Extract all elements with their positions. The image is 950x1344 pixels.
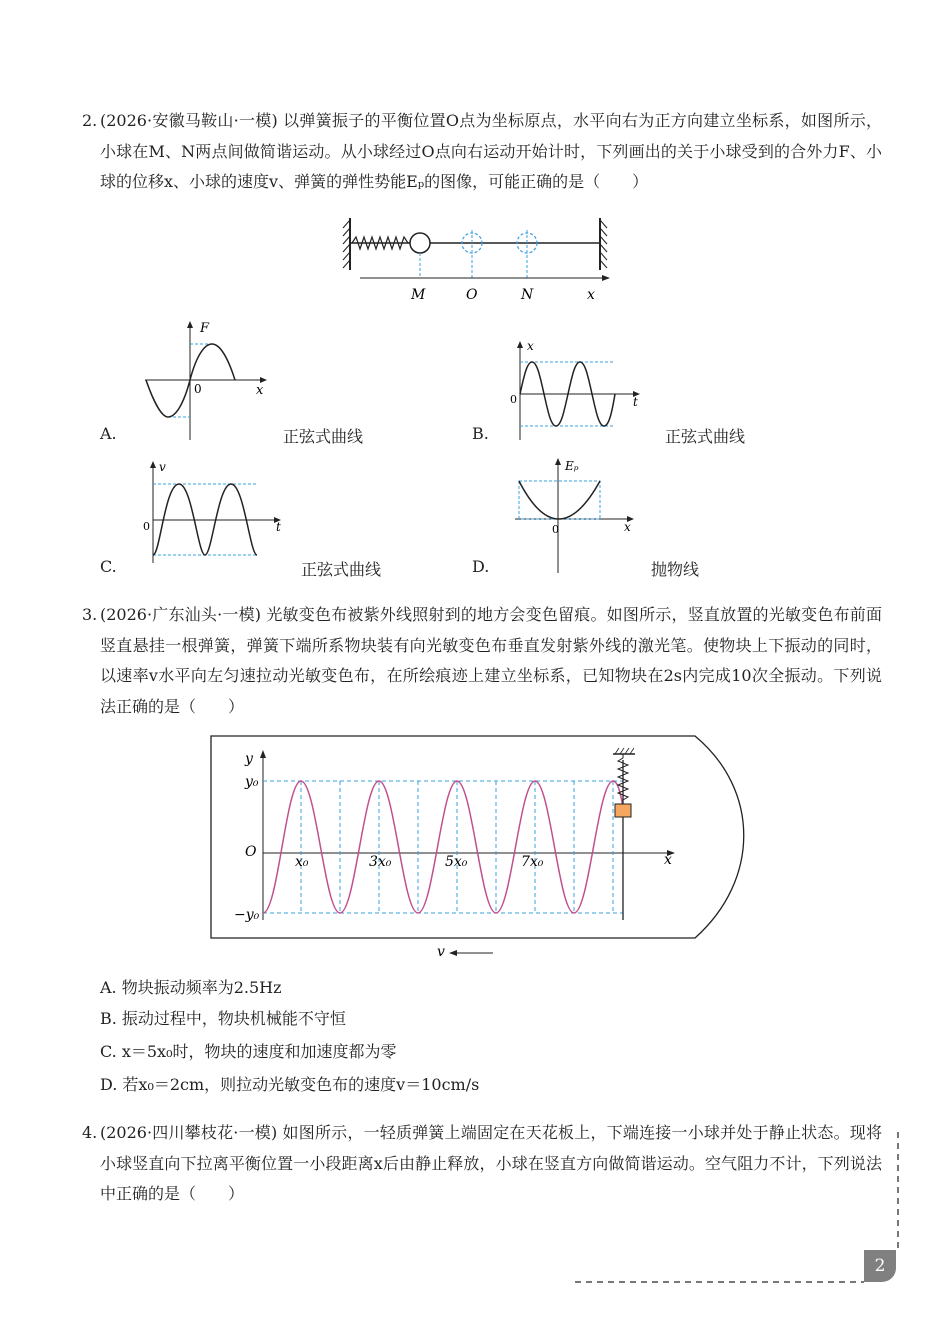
label-x: x	[587, 287, 595, 303]
option-b-caption: 正弦式曲线	[665, 427, 746, 446]
option-d-caption: 抛物线	[651, 560, 700, 579]
origin-label: 0	[194, 382, 202, 396]
question-2	[82, 106, 882, 198]
page-number: 2	[864, 1250, 896, 1282]
y-axis-label: F	[200, 321, 210, 336]
q3-option-a: A. 物块振动频率为2.5Hz	[100, 978, 282, 997]
label-5x0: 5x₀	[445, 854, 468, 870]
label-N: N	[521, 287, 534, 303]
label-O: O	[466, 287, 478, 303]
option-b-label: B.	[472, 424, 489, 443]
label-3x0: 3x₀	[369, 854, 392, 870]
question-number: 4.	[82, 1123, 98, 1142]
y-axis-label: v	[159, 460, 166, 474]
option-d-label: D.	[472, 557, 490, 576]
label-x0: x₀	[295, 854, 309, 870]
spring-oscillator-figure	[340, 210, 620, 305]
y-axis-label: y	[245, 751, 253, 767]
option-c-label: C.	[100, 557, 117, 576]
option-c-caption: 正弦式曲线	[301, 560, 382, 579]
origin-label: 0	[510, 393, 517, 406]
option-d-graph	[510, 455, 640, 575]
question-3	[82, 600, 882, 722]
x-axis-label: x	[664, 852, 672, 868]
x-axis-label: x	[256, 383, 264, 398]
x-axis-label: t	[276, 520, 281, 534]
q3-option-c: C. x＝5x₀时，物块的速度和加速度都为零	[100, 1042, 397, 1061]
photochromic-cloth-figure	[205, 730, 750, 965]
question-text: (2026·四川攀枝花·一模) 如图所示，一轻质弹簧上端固定在天花板上，下端连接一小球并处于静止状态。现将小球竖直向下拉离平衡位置一小段距离x后由静止释放，小球在竖直方向做简谐运动。空气阻力不计，下列说法中正确的是（ ）	[100, 1123, 882, 1203]
question-text: (2026·广东汕头·一模) 光敏变色布被紫外线照射到的地方会变色留痕。如图所示，竖直放置的光敏变色布前面竖直悬挂一根弹簧，弹簧下端所系物块装有向光敏变色布垂直发射紫外线的激光笔。使物块上下振动的同时，以速率v水平向左匀速拉动光敏变色布，在所绘痕迹上建立坐标系，已知物块在2s内完成10次全振动。下列说法正确的是（ ）	[100, 605, 882, 716]
label-neg-y0: −y₀	[234, 907, 260, 923]
q3-option-d: D. 若x₀＝2cm，则拉动光敏变色布的速度v＝10cm/s	[100, 1075, 480, 1094]
y-axis-label: Eₚ	[565, 459, 579, 473]
question-number: 2.	[82, 111, 98, 130]
origin-label: 0	[143, 520, 150, 533]
label-origin-O: O	[245, 844, 257, 860]
velocity-label: v	[437, 944, 445, 960]
option-b-graph	[505, 340, 645, 445]
origin-label: 0	[552, 523, 559, 536]
q3-option-b: B. 振动过程中，物块机械能不守恒	[100, 1009, 346, 1028]
option-a-label: A.	[100, 424, 117, 443]
question-number: 3.	[82, 605, 98, 624]
label-y0: y₀	[245, 774, 259, 790]
page-corner-decoration	[570, 1130, 910, 1290]
option-a-caption: 正弦式曲线	[283, 427, 364, 446]
label-7x0: 7x₀	[521, 854, 544, 870]
x-axis-label: x	[624, 520, 631, 534]
option-c-graph	[140, 458, 285, 568]
option-a-graph	[140, 318, 270, 443]
x-axis-label: t	[633, 395, 638, 409]
y-axis-label: x	[527, 339, 534, 353]
question-text: (2026·安徽马鞍山·一模) 以弹簧振子的平衡位置O点为坐标原点，水平向右为正方向建立坐标系，如图所示，小球在M、N两点间做简谐运动。从小球经过O点向右运动开始计时，下列画出的关于小球受到的合外力F、小球的位移x、小球的速度v、弹簧的弹性势能Eₚ的图像，可能正确的是（ ）	[100, 111, 882, 191]
label-M: M	[411, 287, 426, 303]
